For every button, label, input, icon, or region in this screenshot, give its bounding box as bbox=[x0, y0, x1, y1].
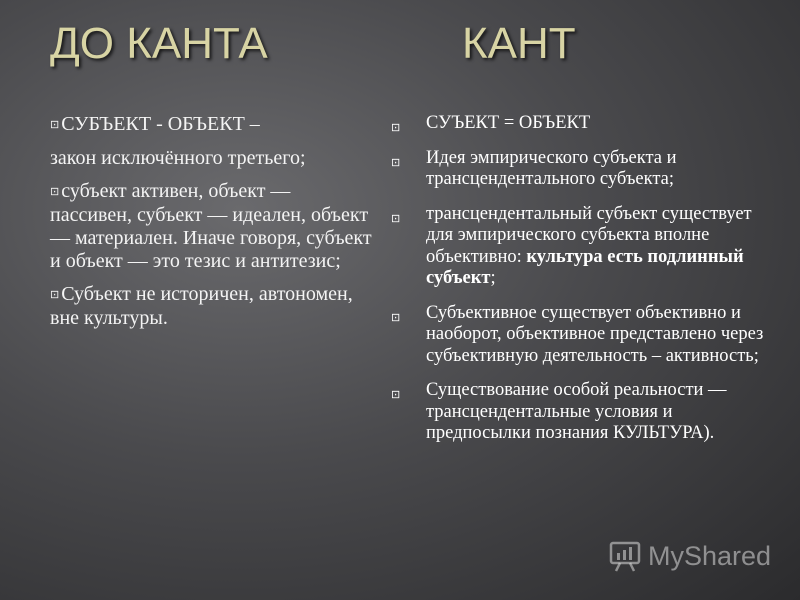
right-item-3-bold: культура есть подлинный субъект bbox=[426, 246, 744, 288]
left-item-3 bbox=[50, 283, 372, 330]
right-item-3 bbox=[386, 204, 778, 290]
square-bullet-icon: ⊡ bbox=[50, 119, 60, 131]
left-item-1-text: СУБЪЕКТ - ОБЪЕКТ – bbox=[61, 113, 260, 135]
title-left: ДО КАНТА bbox=[50, 19, 268, 68]
right-item-1-text: СУЪЕКТ = ОБЪЕКТ bbox=[426, 113, 591, 133]
right-item-1 bbox=[386, 113, 778, 135]
right-item-4 bbox=[386, 303, 778, 368]
right-item-3-text: трансцендентальный субъект существует для эмпирического субъекта вполне объективно: bbox=[426, 203, 752, 267]
right-item-2 bbox=[386, 148, 778, 191]
right-item-4-text: Субъективное существует объективно и наоборот, объективное представлено через субъективную деятельность – активность; bbox=[426, 302, 764, 366]
watermark-text: MyShared bbox=[648, 540, 772, 571]
right-item-2-text: Идея эмпирического субъекта и трансцендентального субъекта; bbox=[426, 147, 677, 189]
presentation-icon bbox=[608, 539, 642, 573]
right-item-5-text: Существование особой реальности — трансцендентальные условия и предпосылки познания КУЛЬТУРА). bbox=[426, 380, 727, 443]
square-bullet-icon: ⊡ bbox=[50, 186, 60, 198]
left-column bbox=[50, 113, 372, 340]
right-column bbox=[386, 113, 778, 458]
square-bullet-icon: ⊡ bbox=[50, 289, 60, 301]
square-bullet-icon: ⊡ bbox=[391, 156, 401, 169]
square-bullet-icon: ⊡ bbox=[391, 212, 401, 225]
watermark bbox=[608, 538, 771, 574]
square-bullet-icon: ⊡ bbox=[391, 122, 401, 134]
left-item-2 bbox=[50, 180, 372, 273]
right-item-5 bbox=[386, 380, 778, 445]
left-item-1-continuation bbox=[50, 147, 372, 170]
square-bullet-icon: ⊡ bbox=[391, 311, 401, 324]
left-item-3-text: Субъект не историчен, автономен, вне культуры. bbox=[50, 283, 353, 329]
square-bullet-icon: ⊡ bbox=[391, 389, 401, 401]
left-item-1-cont-text: закон исключённого третьего; bbox=[50, 147, 306, 169]
left-item-1 bbox=[50, 113, 372, 137]
title-right: КАНТ bbox=[462, 19, 576, 68]
slide-title bbox=[50, 12, 770, 76]
right-item-3-end: ; bbox=[490, 268, 496, 288]
left-item-2-text: субъект активен, объект — пассивен, субъект — идеален, объект — материален. Иначе говоря, субъект и объект — это тезис и антитезис; bbox=[50, 180, 372, 272]
